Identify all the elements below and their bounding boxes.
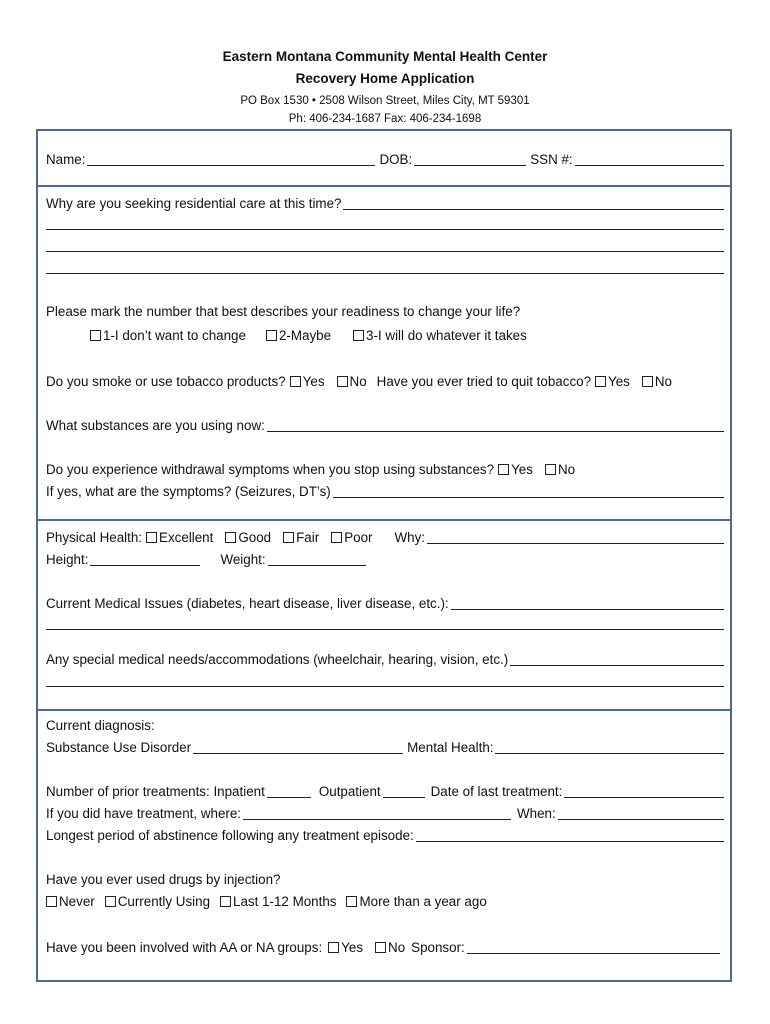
readiness-option-1[interactable]: 1-I don’t want to change [90,327,246,345]
medical-issues-label: Current Medical Issues (diabetes, heart disease, liver disease, etc.): [46,596,449,611]
readiness-question: Please mark the number that best describes your readiness to change your life? [46,304,521,319]
name-field[interactable] [87,151,375,166]
checkbox-icon[interactable] [353,330,364,341]
mental-health-field[interactable] [495,739,724,754]
organization-name: Eastern Montana Community Mental Health Center [222,49,548,64]
checkbox-icon[interactable] [220,896,231,907]
checkbox-icon[interactable] [290,376,301,387]
checkbox-icon[interactable] [266,330,277,341]
withdrawal-row [46,459,724,479]
outpatient-field[interactable] [383,783,425,798]
physical-poor[interactable]: Poor [331,529,372,547]
sponsor-label: Sponsor: [411,940,465,955]
abstinence-field[interactable] [416,827,724,842]
special-needs-field[interactable] [510,651,724,666]
injection-options-row [46,891,724,911]
checkbox-icon[interactable] [146,532,157,543]
symptoms-label: If yes, what are the symptoms? (Seizures, DT’s) [46,484,331,499]
injection-currently[interactable]: Currently Using [105,893,210,911]
diagnosis-fields-row [46,737,724,757]
form-title: Recovery Home Application [295,71,475,86]
checkbox-icon[interactable] [346,896,357,907]
diagnosis-label: Current diagnosis: [46,718,155,733]
weight-field[interactable] [268,551,366,566]
readiness-question-row [46,301,724,321]
checkbox-icon[interactable] [595,376,606,387]
height-weight-row [46,549,724,569]
weight-label: Weight: [220,552,266,567]
tobacco-row [46,371,724,391]
checkbox-icon[interactable] [46,896,57,907]
ssn-field[interactable] [575,151,724,166]
physical-health-label: Physical Health: [46,530,143,545]
injection-more-than-year[interactable]: More than a year ago [346,893,486,911]
checkbox-icon[interactable] [642,376,653,387]
section-divider [38,519,730,521]
why-row [46,193,724,213]
checkbox-icon[interactable] [105,896,116,907]
treatment-when-field[interactable] [558,805,724,820]
identity-row [46,149,724,169]
aa-yes[interactable]: Yes [328,939,363,957]
tobacco-question: Do you smoke or use tobacco products? [46,374,286,389]
name-label: Name: [46,152,86,167]
checkbox-icon[interactable] [545,464,556,475]
special-needs-row [46,649,724,669]
why-field[interactable] [343,195,724,210]
injection-question-row [46,869,724,889]
sud-field[interactable] [193,739,403,754]
quit-yes[interactable]: Yes [595,373,630,391]
last-treatment-label: Date of last treatment: [430,784,563,799]
dob-field[interactable] [414,151,526,166]
injection-last-12-months[interactable]: Last 1-12 Months [220,893,336,911]
form-frame [36,129,732,982]
treatment-where-field[interactable] [243,805,511,820]
checkbox-icon[interactable] [331,532,342,543]
why-field-line-4[interactable] [46,273,724,274]
withdrawal-no[interactable]: No [545,461,575,479]
symptoms-row [46,481,724,501]
address-line: PO Box 1530 • 2508 Wilson Street, Miles City, MT 59301 [240,95,530,107]
mental-health-label: Mental Health: [407,740,494,755]
quit-question: Have you ever tried to quit tobacco? [376,374,592,389]
withdrawal-yes[interactable]: Yes [498,461,533,479]
aa-na-row [46,937,724,957]
abstinence-label: Longest period of abstinence following any treatment episode: [46,828,414,843]
substances-row [46,415,724,435]
checkbox-icon[interactable] [90,330,101,341]
checkbox-icon[interactable] [337,376,348,387]
physical-excellent[interactable]: Excellent [146,529,213,547]
height-label: Height: [46,552,89,567]
medical-issues-row [46,593,724,613]
why-field-line-2[interactable] [46,229,724,230]
substances-label: What substances are you using now: [46,418,265,433]
aa-no[interactable]: No [375,939,405,957]
injection-never[interactable]: Never [46,893,95,911]
why-field-line-3[interactable] [46,251,724,252]
readiness-option-2[interactable]: 2-Maybe [266,327,331,345]
checkbox-icon[interactable] [283,532,294,543]
sponsor-field[interactable] [467,939,720,954]
quit-no[interactable]: No [642,373,672,391]
physical-good[interactable]: Good [225,529,271,547]
sud-label: Substance Use Disorder [46,740,192,755]
medical-issues-field[interactable] [451,595,724,610]
why-label: Why are you seeking residential care at this time? [46,196,342,211]
section-divider [38,709,730,711]
readiness-option-3[interactable]: 3-I will do whatever it takes [353,327,527,345]
phone-line: Ph: 406-234-1687 Fax: 406-234-1698 [288,113,482,125]
symptoms-field[interactable] [333,483,724,498]
substances-field[interactable] [267,417,724,432]
special-needs-label: Any special medical needs/accommodations (wheelchair, hearing, vision, etc.) [46,652,509,667]
readiness-options-row [90,325,720,345]
aa-na-question: Have you been involved with AA or NA groups: [46,940,323,955]
height-field[interactable] [90,551,200,566]
injection-question: Have you ever used drugs by injection? [46,872,281,887]
prior-treatments-label: Number of prior treatments: Inpatient [46,784,265,799]
inpatient-field[interactable] [267,783,311,798]
medical-issues-field-line-2[interactable] [46,629,724,630]
outpatient-label: Outpatient [318,784,381,799]
treatment-where-row [46,803,724,823]
tobacco-yes[interactable]: Yes [290,373,325,391]
last-treatment-field[interactable] [564,783,724,798]
treatment-where-label: If you did have treatment, where: [46,806,242,821]
ssn-label: SSN #: [530,152,573,167]
physical-health-row [46,527,724,547]
physical-fair[interactable]: Fair [283,529,319,547]
form-header [0,46,770,128]
prior-treatments-row [46,781,724,801]
physical-why-label: Why: [394,530,425,545]
diagnosis-row [46,715,724,735]
checkbox-icon[interactable] [328,942,339,953]
checkbox-icon[interactable] [375,942,386,953]
dob-label: DOB: [379,152,413,167]
checkbox-icon[interactable] [498,464,509,475]
abstinence-row [46,825,724,845]
physical-why-field[interactable] [427,529,724,544]
special-needs-field-line-2[interactable] [46,686,724,687]
checkbox-icon[interactable] [225,532,236,543]
withdrawal-question: Do you experience withdrawal symptoms when you stop using substances? [46,462,495,477]
tobacco-no[interactable]: No [337,373,367,391]
treatment-when-label: When: [517,806,556,821]
section-divider [38,185,730,187]
